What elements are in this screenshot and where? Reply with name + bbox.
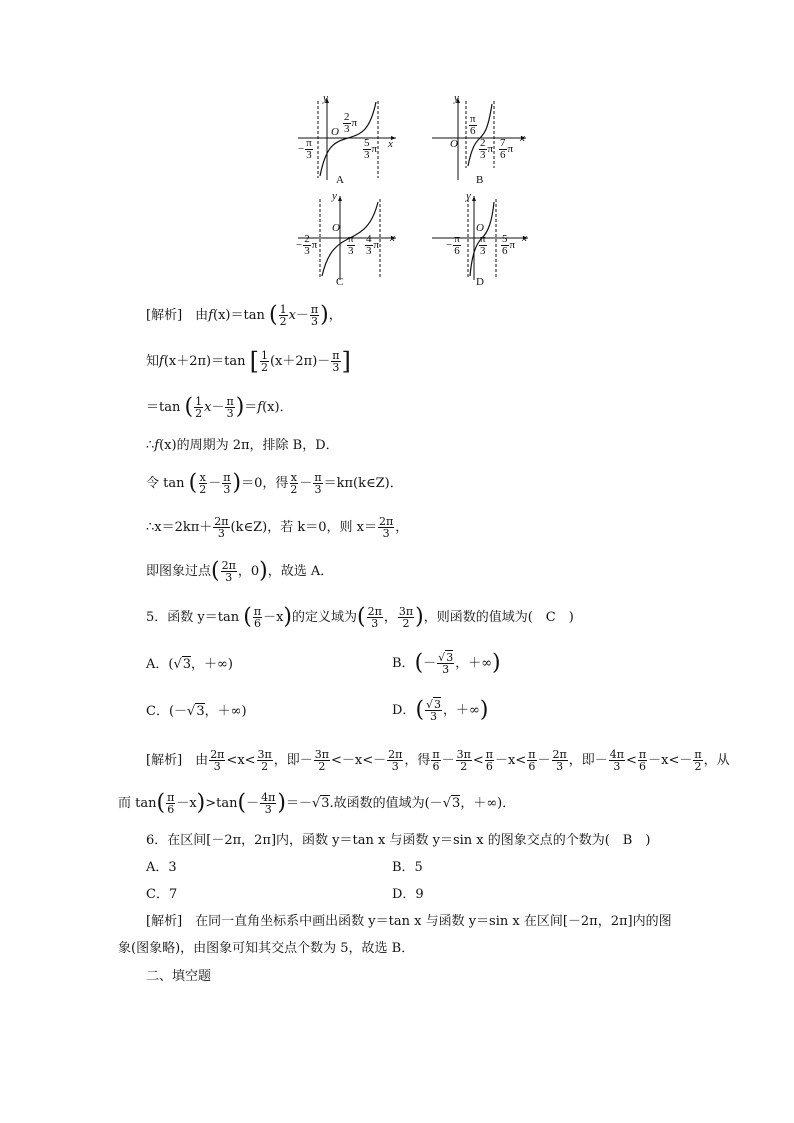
graph-b-top: $\frac{\pi}{6}$ (470, 113, 476, 137)
sol4-line6: ∴x＝2kπ＋ $\frac{2\pi}{3}$ (k∈Z)，若 k＝0，则 x＝ $\frac{2\pi}{3}$ ， (146, 515, 409, 540)
graph-b-a: $\frac{2}{3}$ π (480, 137, 494, 161)
q6-option-a: A．3 (146, 860, 177, 875)
q6-option-c: C．7 (146, 887, 178, 902)
graph-b-origin: O (450, 138, 458, 150)
graph-d-left: − $\frac{\pi}{6}$ (446, 233, 460, 257)
graph-d-origin: O (476, 222, 484, 234)
sol6-line1: [解析] 在同一直角坐标系中画出函数 y＝tan x 与函数 y＝sin x 在区间[－2π，2π]内的图 (146, 914, 672, 929)
graph-d-x: x (522, 232, 527, 244)
graph-b-b: $\frac{7}{6}$ π (500, 137, 514, 161)
graph-d-label: D (476, 276, 484, 288)
q6-stem: 6．在区间[－2π，2π]内，函数 y＝tan x 与函数 y＝sin x 的图象交点的个数为( B ) (146, 833, 651, 848)
q6-option-b: B．5 (392, 860, 423, 875)
graph-a-label: A (336, 174, 344, 186)
sol5-line1: [解析] 由 $\frac{2\pi}{3}$ <x< $\frac{3\pi}{2}$ ，即－ $\frac{3\pi}{2}$ <－x<－ $\frac{2\pi}{3}$ ，得 $\frac{\pi}{6}$ － $\frac{3\pi}{2}$ < $\frac{\pi}{6}$ －x< $\frac{\pi}{6}$ － $\frac{2\pi}{3}$ ，即－ $\frac{4\pi}{3}$ < $\frac{\pi}{6}$ －x<－ $\frac{\pi}{2}$ ，从 (146, 748, 730, 773)
graph-a-origin: O (331, 126, 339, 138)
graph-b (430, 92, 540, 188)
q5-option-b: B．(－ $\frac{√3}{3}$ ，＋∞) (392, 650, 501, 676)
sol4-line7: 即图象过点( $\frac{2\pi}{3}$ ，0)，故选 A． (146, 558, 334, 584)
sol4-line2: 知f(x＋2π)＝tan [ $\frac{1}{2}$ (x＋2π)－ $\frac{\pi}{3}$ ] (146, 347, 351, 376)
graph-a-y: y (323, 92, 328, 104)
section-heading: 二、填空题 (146, 969, 212, 984)
graph-c-y: y (332, 190, 337, 202)
sol6-line2: 象(图象略)，由图象可知其交点个数为 5，故选 B． (118, 941, 415, 956)
graph-a-mid: $\frac{2}{3}$ π (344, 111, 358, 135)
sol4-line4: ∴f(x)的周期为 2π，排除 B，D． (146, 438, 339, 453)
graph-d (430, 190, 540, 290)
analysis-tag: [解析] (146, 308, 183, 323)
graph-a-neg: − $\frac{\pi}{3}$ (298, 137, 312, 161)
graph-b-x: x (520, 132, 525, 144)
graph-b-y: y (454, 92, 459, 104)
graph-c-left: − $\frac{2}{3}$ π (296, 233, 318, 257)
graph-b-label: B (476, 174, 484, 186)
q5-option-c: C．(－√3，＋∞) (146, 704, 247, 719)
graph-d-a: $\frac{\pi}{3}$ (480, 233, 486, 257)
graph-c-b: $\frac{4}{3}$ π (366, 233, 380, 257)
graph-c-label: C (336, 276, 344, 288)
graph-d-b: $\frac{5}{6}$ π (502, 233, 516, 257)
sol5-line2: 而 tan( $\frac{\pi}{6}$ －x)>tan(－ $\frac{4\pi}{3}$ )＝－√3.故函数的值域为(－√3，＋∞)． (118, 790, 516, 816)
graph-d-y: y (466, 190, 471, 202)
sol4-line5: 令 tan ( $\frac{x}{2}$ － $\frac{\pi}{3}$ )＝0，得 $\frac{x}{2}$ － $\frac{\pi}{3}$ ＝kπ(k∈Z)． (146, 470, 403, 496)
q5-option-d: D．( $\frac{√3}{3}$ ，＋∞) (392, 697, 489, 723)
graph-a-right: $\frac{5}{3}$ π (364, 137, 378, 161)
graph-c-a: $\frac{\pi}{3}$ (348, 233, 354, 257)
graph-a (296, 92, 406, 188)
graph-c (296, 190, 406, 290)
q5-stem: 5．函数 y＝tan ( $\frac{\pi}{6}$ －x)的定义域为( $\frac{2\pi}{3}$ ， $\frac{3\pi}{2}$ )，则函数的值域为( C ) (146, 604, 574, 630)
q6-option-d: D．9 (392, 887, 424, 902)
graph-c-origin: O (332, 222, 340, 234)
sol4-line3: ＝tan ( $\frac{1}{2}$ x－ $\frac{\pi}{3}$ )＝f(x)． (146, 394, 293, 420)
graph-a-x: x (388, 138, 393, 150)
graph-c-x: x (390, 232, 395, 244)
q5-option-a: A．(√3，＋∞) (146, 657, 233, 672)
sol4-line1: [解析] 由f(x)＝tan ( $\frac{1}{2}$ x－ $\frac{\pi}{3}$ )， (146, 302, 342, 328)
